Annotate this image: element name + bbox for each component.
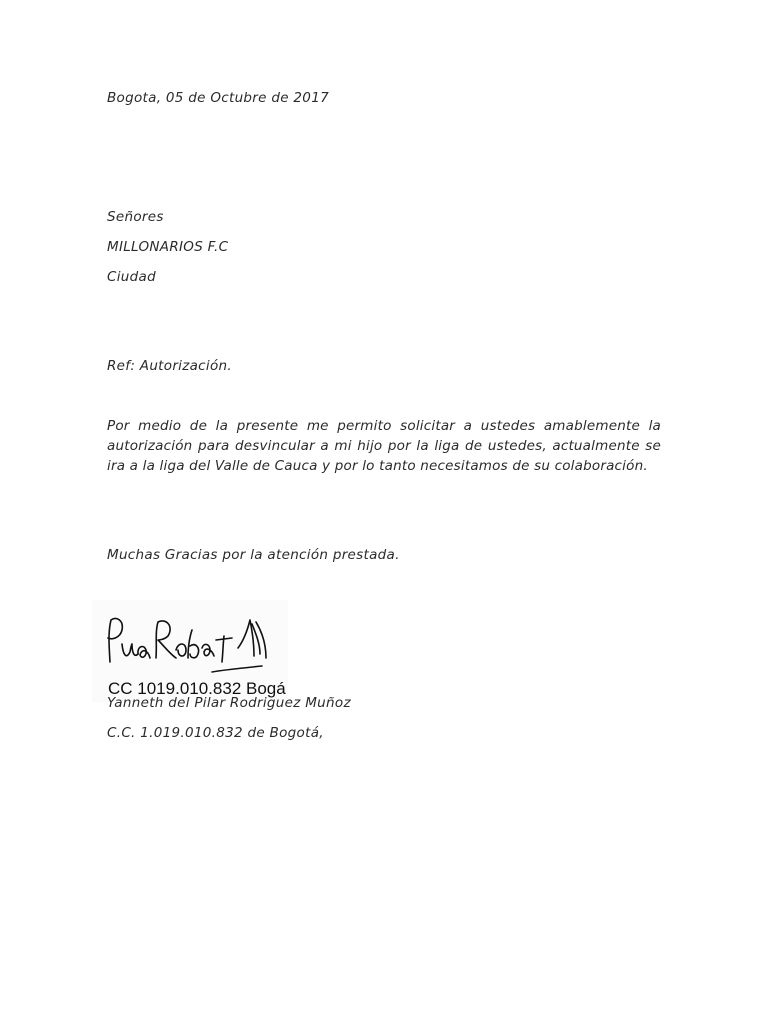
signer-id: C.C. 1.019.010.832 de Bogotá, (107, 725, 324, 741)
reference-line: Ref: Autorización. (107, 358, 232, 374)
handwritten-signature (92, 600, 288, 702)
closing-line: Muchas Gracias por la atención prestada. (107, 547, 400, 563)
recipient-organization: MILLONARIOS F.C (107, 239, 229, 255)
recipient-city: Ciudad (107, 269, 156, 285)
signature-drawing (92, 600, 288, 702)
recipient-salutation: Señores (107, 209, 164, 225)
letter-body: Por medio de la presente me permito solicitar a ustedes amablemente la autorización para desvincular a mi hijo por la liga de ustedes, actualmente se ira a la liga del Valle de Cauca y por lo tanto necesitamos de su colaboración. (107, 418, 661, 474)
signature-handwritten-id: CC 1019.010.832 Bogá (108, 679, 286, 698)
date-line: Bogota, 05 de Octubre de 2017 (107, 90, 329, 106)
signer-name: Yanneth del Pilar Rodriguez Muñoz (107, 695, 351, 711)
